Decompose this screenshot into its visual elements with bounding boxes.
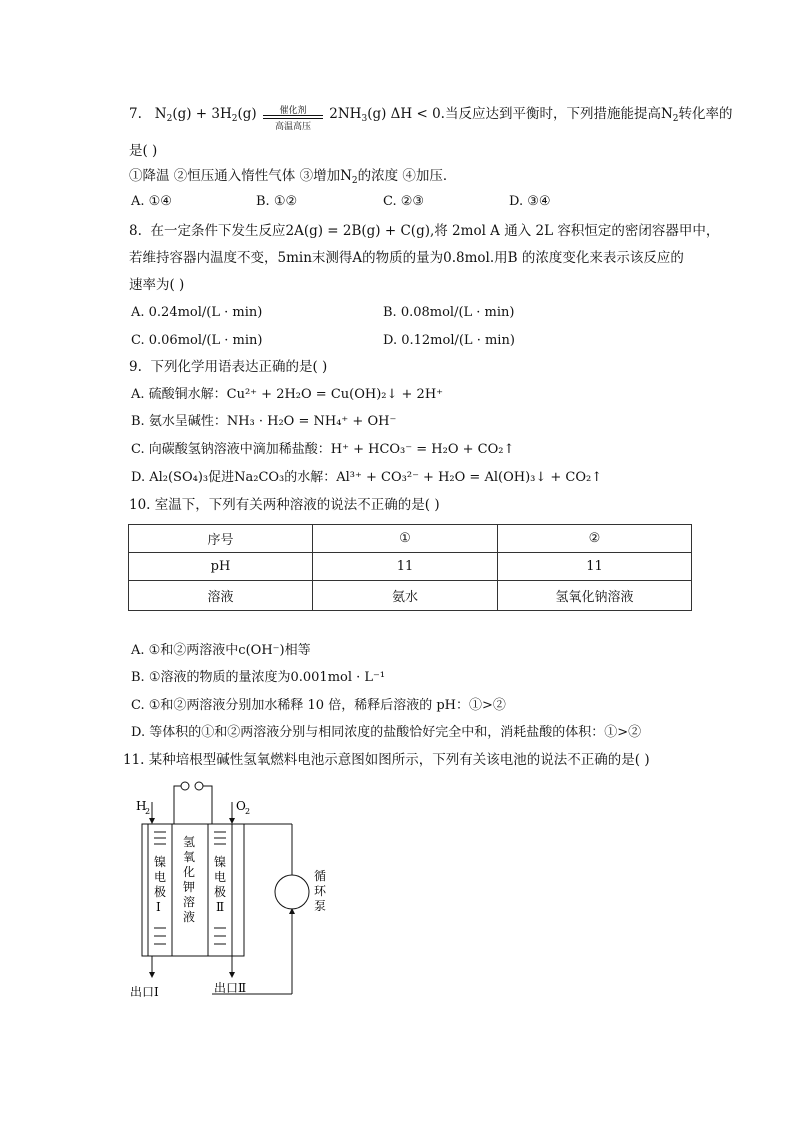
o2-label: O (236, 799, 246, 813)
catalyst-arrow: 催化剂 高温高压 (261, 104, 325, 124)
pump-char: 环 (314, 884, 327, 898)
q10-option-b[interactable]: B. ①溶液的物质的量浓度为0.001mol · L⁻¹ (131, 670, 386, 685)
terminal-right (195, 782, 203, 790)
q7-line2: 是( ) (129, 143, 158, 159)
q10-table (128, 524, 692, 611)
electrode-2-char: 电 (214, 870, 227, 884)
table-row (129, 553, 692, 581)
q9-option-b[interactable]: B. 氨水呈碱性：NH₃ · H₂O = NH₄⁺ + OH⁻ (131, 414, 397, 429)
q10-stem: 10. 室温下，下列有关两种溶液的说法不正确的是( ) (129, 497, 440, 513)
electrolyte-char: 液 (183, 910, 196, 924)
q8-option-c[interactable]: C. 0.06mol/(L · min) (131, 333, 263, 348)
q8-option-b[interactable]: B. 0.08mol/(L · min) (383, 305, 515, 320)
table-cell: 氨水 (313, 581, 498, 611)
pump-char: 泵 (314, 899, 327, 913)
q10-option-c[interactable]: C. ①和②两溶液分别加水稀释 10 倍，稀释后溶液的 pH：①>② (131, 698, 506, 713)
electrolyte-char: 氢 (183, 835, 196, 849)
q8-option-d[interactable]: D. 0.12mol/(L · min) (383, 333, 515, 348)
q9-option-c[interactable]: C. 向碳酸氢钠溶液中滴加稀盐酸：H⁺ + HCO₃⁻ = H₂O + CO₂↑ (131, 442, 515, 457)
outlet-1-arrow (149, 972, 155, 978)
wire-right (203, 786, 212, 824)
outlet-2-label: 出口Ⅱ (214, 981, 247, 995)
electrolyte-char: 钾 (183, 880, 196, 894)
electrolyte-char: 化 (183, 865, 196, 879)
q11-stem: 11. 某种培根型碱性氢氧燃料电池示意图如图所示，下列有关该电池的说法不正确的是( ) (123, 752, 650, 768)
h2-sub: 2 (145, 807, 151, 816)
electrode-2-char: 镍 (214, 855, 227, 869)
q7-option-a[interactable]: A. ①④ (131, 194, 172, 209)
electrode-2-char: Ⅱ (216, 900, 225, 914)
o2-sub: 2 (245, 807, 251, 816)
electrode-1-char: 镍 (154, 855, 167, 869)
q10-option-d[interactable]: D. 等体积的①和②两溶液分别与相同浓度的盐酸恰好完全中和，消耗盐酸的体积：①>② (131, 725, 642, 740)
table-cell: 11 (498, 553, 692, 581)
table-cell: 序号 (129, 525, 313, 553)
h2-label: H (136, 799, 147, 813)
electrolyte-char: 氧 (183, 850, 196, 864)
q8-option-a[interactable]: A. 0.24mol/(L · min) (131, 305, 263, 320)
electrode-1-char: 极 (154, 885, 167, 899)
table-row (129, 581, 692, 611)
q7-option-b[interactable]: B. ①② (256, 194, 298, 209)
terminal-left (181, 782, 189, 790)
q9-option-a[interactable]: A. 硫酸铜水解：Cu²⁺ + 2H₂O = Cu(OH)₂↓ + 2H⁺ (131, 387, 444, 402)
q9-stem: 9. 下列化学用语表达正确的是( ) (129, 359, 328, 375)
table-cell: 11 (313, 553, 498, 581)
pump-char: 循 (314, 869, 327, 883)
q7-number: 7. (129, 106, 142, 122)
q10-option-a[interactable]: A. ①和②两溶液中c(OH⁻)相等 (131, 643, 311, 658)
table-cell: 氢氧化钠溶液 (498, 581, 692, 611)
q8-line1: 8. 在一定条件下发生反应2A(g) = 2B(g) + C(g),将 2mol A 通入 2L 容积恒定的密闭容器甲中， (129, 223, 720, 239)
table-cell: ② (498, 525, 692, 553)
electrolyte-char: 溶 (183, 895, 196, 909)
table-cell: pH (129, 553, 313, 581)
electrode-1-char: Ⅰ (156, 900, 161, 914)
electrode-1-char: 电 (154, 870, 167, 884)
q7-line1: 7. $N_2(g) + 3H_2(g)$ 催化剂 高温高压 $2NH_3(g) \Delta H < 0$.当反应达到平衡时，下列措施能提高$N_2$转化率的 (129, 106, 733, 132)
circulation-pump (275, 875, 309, 909)
q8-line2: 若维持容器内温度不变，5min末测得A的物质的量为0.8mol.用B 的浓度变化来表示该反应的 (129, 250, 684, 266)
table-row (129, 525, 692, 553)
fuel-cell-diagram (128, 780, 348, 1000)
table-cell: ① (313, 525, 498, 553)
o2-arrow (229, 818, 235, 824)
wire-left (174, 786, 181, 824)
q8-line3: 速率为( ) (129, 277, 185, 293)
outlet-2-arrow (229, 972, 235, 978)
table-cell: 溶液 (129, 581, 313, 611)
electrode-2-char: 极 (214, 885, 227, 899)
h2-arrow (149, 818, 155, 824)
q7-option-d[interactable]: D. ③④ (509, 194, 551, 209)
outlet-1-label: 出口Ⅰ (130, 985, 159, 999)
q7-conditions: ①降温 ②恒压通入惰性气体 ③增加$N_2$的浓度 ④加压． (129, 168, 457, 186)
q9-option-d[interactable]: D. Al₂(SO₄)₃促进Na₂CO₃的水解：Al³⁺ + CO₃²⁻ + H₂O = Al(OH)₃↓ + CO₂↑ (131, 470, 603, 485)
q7-option-c[interactable]: C. ②③ (383, 194, 425, 209)
